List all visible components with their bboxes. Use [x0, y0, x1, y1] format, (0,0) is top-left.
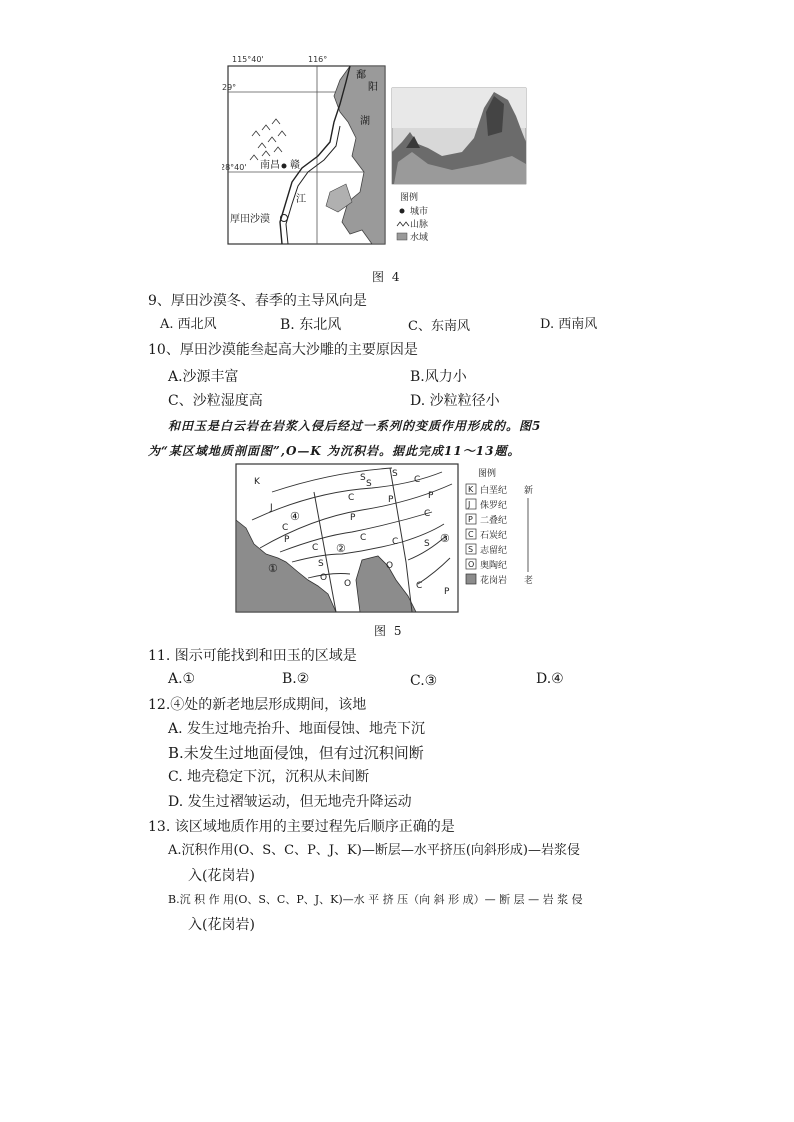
city-icon: [400, 209, 405, 214]
question-11-option-c[interactable]: C.③: [410, 673, 438, 689]
mountain-icon: [397, 222, 409, 226]
question-13-stem: 13. 该区域地质作用的主要过程先后顺序正确的是: [148, 819, 455, 835]
legend-title: 图例: [478, 469, 497, 479]
city-icon: [282, 164, 287, 169]
lake-label: 鄱: [356, 70, 366, 81]
stratum-label: S: [424, 539, 430, 549]
granite-swatch: [466, 574, 476, 584]
question-9-option-d[interactable]: D. 西南风: [540, 317, 598, 332]
sand-sculpture-photo: [392, 88, 526, 184]
stratum-label: S: [318, 559, 324, 569]
stratum-label: K: [254, 477, 260, 487]
question-12-option-d[interactable]: D. 发生过褶皱运动，但无地壳升降运动: [168, 794, 412, 810]
question-11-option-d[interactable]: D.④: [536, 671, 564, 687]
river-label: 江: [296, 194, 306, 205]
figure-4-map: [222, 52, 532, 252]
legend-label: 侏罗纪: [480, 501, 508, 511]
question-13-option-b-line-2: 入(花岗岩): [188, 917, 255, 933]
stratum-label: C: [348, 493, 355, 503]
question-10-option-c[interactable]: C、沙粒湿度高: [168, 393, 263, 409]
stratum-label: C: [312, 543, 319, 553]
stratum-label: P: [350, 513, 356, 523]
figure-5-caption: 图 5: [374, 624, 404, 638]
figure-4-legend: [397, 191, 428, 243]
question-10-option-d[interactable]: D. 沙粒粒径小: [410, 393, 500, 409]
question-11-option-a[interactable]: A.①: [168, 671, 196, 687]
location-marker-4: ④: [290, 510, 300, 523]
question-9-option-a[interactable]: A. 西北风: [160, 317, 217, 332]
legend-new-label: 新: [524, 486, 534, 496]
stratum-label: O: [386, 561, 394, 571]
legend-code: S: [468, 545, 474, 554]
question-9-option-b[interactable]: B. 东北风: [280, 317, 342, 333]
legend-label: 志留纪: [480, 546, 508, 556]
stratum-label: O: [344, 579, 352, 589]
question-12-option-b[interactable]: B.未发生过地面侵蚀，但有过沉积间断: [168, 744, 424, 762]
question-12-stem: 12.④处的新老地层形成期间，该地: [148, 697, 367, 713]
passage-intro-line-1: 和田玉是白云岩在岩浆入侵后经过一系列的变质作用形成的。图5: [168, 419, 542, 433]
latitude-label: 28°40': [222, 163, 247, 172]
stratum-label: S: [392, 469, 398, 479]
lake-label: 阳: [368, 82, 378, 93]
legend-title: 图例: [400, 193, 419, 203]
figure-5-legend: [466, 467, 533, 586]
stratum-label: S: [360, 473, 366, 483]
legend-label: 山脉: [410, 220, 429, 230]
longitude-label: 116°: [308, 55, 328, 64]
question-11-option-b[interactable]: B.②: [282, 671, 310, 687]
stratum-label: P: [284, 535, 290, 545]
stratum-label: P: [428, 491, 434, 501]
question-12-option-a[interactable]: A. 发生过地壳抬升、地面侵蚀、地壳下沉: [168, 721, 426, 737]
location-marker-3: ③: [440, 532, 450, 545]
location-marker-1: ①: [268, 562, 278, 575]
question-13-option-b-line-1[interactable]: B.沉 积 作 用(O、S、C、P、J、K)—水 平 挤 压（向 斜 形 成）— 断 层 — 岩 浆 侵: [168, 893, 583, 906]
latitude-label: 29°: [222, 83, 237, 92]
location-marker-2: ②: [336, 542, 346, 555]
legend-old-label: 老: [524, 576, 534, 586]
legend-code: O: [468, 560, 475, 569]
question-10-stem: 10、厚田沙漠能叁起高大沙雕的主要原因是: [148, 342, 418, 358]
legend-label: 花岗岩: [480, 576, 508, 586]
legend-label: 二叠纪: [480, 516, 508, 526]
longitude-label: 115°40': [232, 55, 264, 64]
river-label: 赣: [290, 160, 300, 171]
stratum-label: C: [360, 533, 367, 543]
lake-label: 湖: [360, 116, 370, 127]
water-icon: [397, 233, 407, 240]
stratum-label: P: [444, 587, 450, 597]
city-label-nanchang: 南昌: [260, 160, 280, 171]
stratum-label: C: [392, 537, 399, 547]
stratum-label: C: [416, 581, 423, 591]
question-9-option-c[interactable]: C、东南风: [408, 319, 470, 334]
question-11-stem: 11. 图示可能找到和田玉的区域是: [148, 648, 357, 664]
question-10-option-b[interactable]: B.风力小: [410, 369, 467, 385]
legend-code: P: [468, 515, 473, 524]
legend-label: 白垩纪: [480, 486, 508, 496]
question-13-option-a-line-2: 入(花岗岩): [188, 868, 255, 884]
figure-4-caption: 图 4: [372, 270, 402, 284]
question-13-option-a-line-1[interactable]: A.沉积作用(O、S、C、P、J、K)—断层—水平挤压(向斜形成)—岩浆侵: [168, 843, 580, 858]
legend-code: C: [468, 530, 474, 539]
legend-label: 奥陶纪: [480, 561, 508, 571]
question-10-option-a[interactable]: A.沙源丰富: [168, 369, 239, 385]
stratum-label: C: [414, 475, 421, 485]
question-9-stem: 9、厚田沙漠冬、春季的主导风向是: [148, 293, 367, 309]
question-12-option-c[interactable]: C. 地壳稳定下沉，沉积从未间断: [168, 769, 370, 785]
legend-label: 水域: [410, 233, 429, 243]
stratum-label: J: [270, 503, 273, 513]
figure-4: [222, 52, 532, 252]
legend-code: J: [468, 500, 471, 509]
passage-intro-line-2: 为“某区域地质剖面图”,O—K 为沉积岩。据此完成11～13题。: [148, 444, 521, 458]
geologic-cross-section: [232, 462, 552, 614]
legend-code: K: [468, 485, 474, 494]
stratum-label: C: [424, 509, 431, 519]
stratum-label: O: [320, 573, 328, 583]
legend-label: 城市: [410, 207, 429, 217]
stratum-label: S: [366, 479, 372, 489]
legend-label: 石炭纪: [480, 531, 508, 541]
stratum-label: P: [388, 495, 394, 505]
figure-5: [232, 462, 552, 614]
houtian-desert-label: 厚田沙漠: [230, 214, 270, 225]
stratum-label: C: [282, 523, 289, 533]
